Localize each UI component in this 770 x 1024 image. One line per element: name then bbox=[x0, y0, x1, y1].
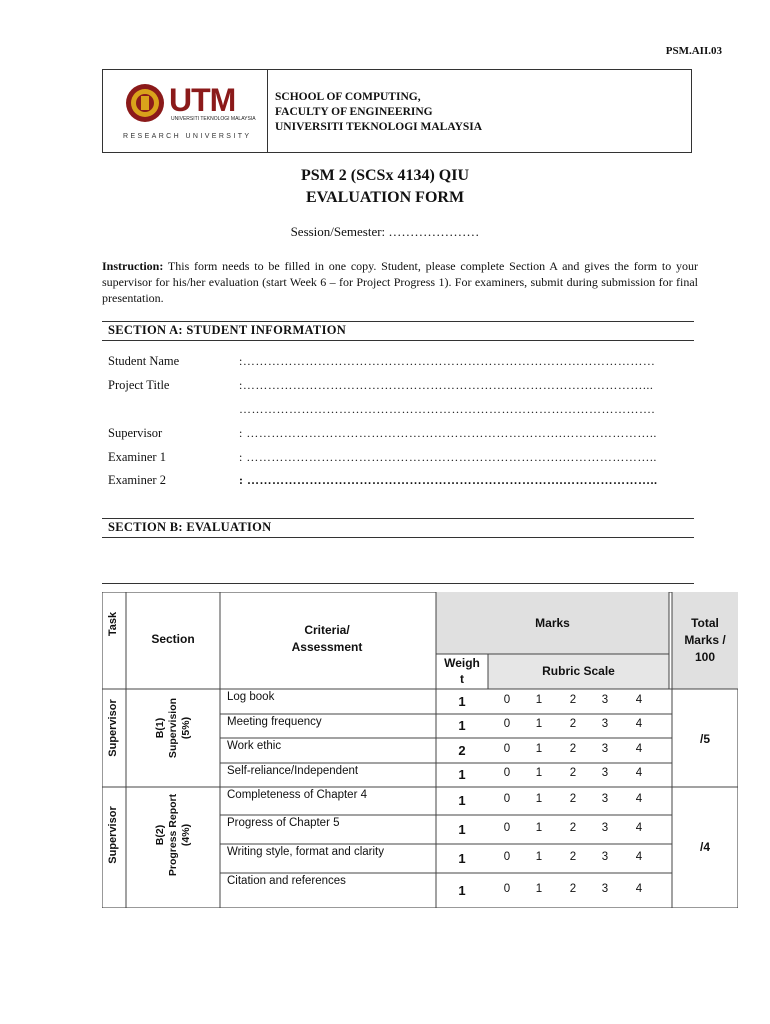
section-b1: B(1) Supervision (5%) bbox=[154, 697, 192, 759]
rubric-score-option[interactable]: 2 bbox=[569, 767, 577, 779]
task-supervisor-1: Supervisor bbox=[107, 699, 119, 757]
divider bbox=[102, 583, 694, 584]
logo-tagline: RESEARCH UNIVERSITY bbox=[123, 133, 252, 140]
rubric-score-option[interactable]: 4 bbox=[635, 742, 643, 755]
rubric-score-option[interactable]: 1 bbox=[535, 793, 543, 805]
criteria-label: Citation and references bbox=[227, 875, 346, 887]
rubric-score-option[interactable]: 3 bbox=[601, 850, 609, 863]
rubric-score-option[interactable]: 1 bbox=[535, 821, 543, 834]
rubric-score-option[interactable]: 3 bbox=[601, 742, 609, 755]
student-name-label: Student Name bbox=[108, 354, 180, 368]
rubric-score-option[interactable]: 2 bbox=[569, 793, 577, 805]
rubric-score-option[interactable]: 1 bbox=[535, 742, 543, 755]
section-b-heading: SECTION B: EVALUATION bbox=[108, 520, 272, 534]
form-title-line1: PSM 2 (SCSx 4134) QIU bbox=[300, 167, 469, 184]
section-b2: B(2) Progress Report (4%) bbox=[154, 793, 192, 877]
form-code: PSM.AII.03 bbox=[665, 45, 722, 57]
examiner1-label: Examiner 1 bbox=[108, 450, 166, 464]
rubric-score-option[interactable]: 2 bbox=[569, 882, 577, 895]
rubric-score-option[interactable]: 0 bbox=[503, 718, 511, 730]
weight-value: 2 bbox=[458, 742, 466, 758]
logo-wordmark: UTM bbox=[169, 82, 236, 118]
rubric-score-option[interactable]: 4 bbox=[635, 718, 643, 730]
rubric-score-option[interactable]: 2 bbox=[569, 821, 577, 834]
project-title-field[interactable]: :……………………………………………………………………………………... bbox=[239, 378, 654, 392]
weight-value: 1 bbox=[458, 793, 466, 808]
rubric-score-option[interactable]: 0 bbox=[503, 882, 511, 895]
rubric-score-option[interactable]: 0 bbox=[503, 850, 511, 863]
criteria-label: Progress of Chapter 5 bbox=[227, 817, 340, 829]
rubric-score-option[interactable]: 2 bbox=[569, 850, 577, 863]
criteria-label: Meeting frequency bbox=[227, 716, 322, 728]
criteria-label: Work ethic bbox=[227, 740, 282, 752]
rubric-score-option[interactable]: 3 bbox=[601, 793, 609, 805]
weight-header: Weigh t bbox=[444, 656, 480, 686]
rubric-score-option[interactable]: 3 bbox=[601, 882, 609, 895]
rubric-score-option[interactable]: 0 bbox=[503, 793, 511, 805]
marks-header: Marks bbox=[535, 616, 570, 630]
divider bbox=[102, 321, 694, 322]
letterhead bbox=[102, 69, 692, 153]
examiner2-field[interactable]: : ………………………………………………………………….………………….. bbox=[239, 473, 658, 487]
divider bbox=[102, 537, 694, 538]
weight-value: 1 bbox=[458, 850, 466, 866]
form-title-line2: EVALUATION FORM bbox=[305, 189, 465, 206]
rubric-score-option[interactable]: 0 bbox=[503, 693, 511, 706]
rubric-score-option[interactable]: 3 bbox=[601, 821, 609, 834]
examiner2-label: Examiner 2 bbox=[108, 473, 166, 487]
rubric-score-option[interactable]: 1 bbox=[535, 850, 543, 863]
rubric-score-option[interactable]: 3 bbox=[601, 767, 609, 779]
divider bbox=[102, 340, 694, 341]
total-b1[interactable]: /5 bbox=[699, 732, 710, 746]
rubric-score-option[interactable]: 1 bbox=[535, 693, 543, 706]
rubric-score-option[interactable]: 4 bbox=[635, 821, 643, 834]
rubric-scale-header: Rubric Scale bbox=[542, 664, 615, 678]
total-marks-header: Total Marks / 100 bbox=[684, 616, 726, 664]
rubric-score-option[interactable]: 2 bbox=[569, 693, 577, 706]
rubric-score-option[interactable]: 2 bbox=[569, 718, 577, 730]
task-header: Task bbox=[107, 611, 119, 637]
total-b2[interactable]: /4 bbox=[699, 840, 710, 854]
weight-value: 1 bbox=[458, 821, 466, 837]
rubric-score-option[interactable]: 4 bbox=[635, 793, 643, 805]
criteria-label: Completeness of Chapter 4 bbox=[227, 789, 367, 801]
rubric-score-option[interactable]: 4 bbox=[635, 693, 643, 706]
logo-subtitle: UNIVERSITI TEKNOLOGI MALAYSIA bbox=[171, 116, 256, 122]
criteria-header: Criteria/ Assessment bbox=[291, 623, 363, 654]
evaluation-table bbox=[102, 592, 738, 908]
criteria-label: Log book bbox=[227, 691, 275, 703]
student-name-field[interactable]: :……………………………………………………………………………………… bbox=[239, 354, 656, 368]
rubric-score-option[interactable]: 3 bbox=[601, 718, 609, 730]
weight-value: 1 bbox=[458, 718, 466, 733]
rubric-score-option[interactable]: 0 bbox=[503, 821, 511, 834]
rubric-score-option[interactable]: 1 bbox=[535, 718, 543, 730]
school-name: SCHOOL OF COMPUTING, FACULTY OF ENGINEERING UNIVERSITI TEKNOLOGI MALAYSIA bbox=[275, 91, 483, 133]
rubric-score-option[interactable]: 2 bbox=[569, 742, 577, 755]
rubric-score-option[interactable]: 0 bbox=[503, 767, 511, 779]
weight-value: 1 bbox=[458, 882, 466, 898]
rubric-score-option[interactable]: 1 bbox=[535, 767, 543, 779]
supervisor-label: Supervisor bbox=[108, 426, 163, 440]
criteria-label: Self-reliance/Independent bbox=[227, 765, 359, 777]
session-semester: Session/Semester: ………………… bbox=[290, 224, 480, 239]
project-title-field-line2[interactable]: ………………………………………………………………………………………. bbox=[239, 402, 655, 416]
rubric-score-option[interactable]: 4 bbox=[635, 882, 643, 895]
section-header: Section bbox=[151, 632, 195, 646]
criteria-label: Writing style, format and clarity bbox=[227, 846, 385, 858]
weight-value: 1 bbox=[458, 767, 466, 782]
task-supervisor-2: Supervisor bbox=[107, 806, 119, 864]
project-title-label: Project Title bbox=[108, 378, 170, 392]
rubric-score-option[interactable]: 4 bbox=[635, 850, 643, 863]
instruction-text: Instruction: This form needs to be filled in one copy. Student, please complete Section A and gives the form to your supervisor for his/her evaluation (start Week 6 – for Project Progress 1). For examiners, submit during submission for final presentation. bbox=[102, 259, 698, 305]
rubric-score-option[interactable]: 1 bbox=[535, 882, 543, 895]
rubric-score-option[interactable]: 3 bbox=[601, 693, 609, 706]
rubric-score-option[interactable]: 4 bbox=[635, 767, 643, 779]
divider bbox=[102, 518, 694, 519]
supervisor-field[interactable]: : ………………………………………………………………….………………….. bbox=[239, 426, 657, 440]
section-a-heading: SECTION A: STUDENT INFORMATION bbox=[108, 323, 347, 337]
examiner1-field[interactable]: : ………………………………………………………………….………………….. bbox=[239, 450, 657, 464]
rubric-score-option[interactable]: 0 bbox=[503, 742, 511, 755]
utm-logo bbox=[103, 70, 268, 152]
weight-value: 1 bbox=[458, 693, 466, 709]
